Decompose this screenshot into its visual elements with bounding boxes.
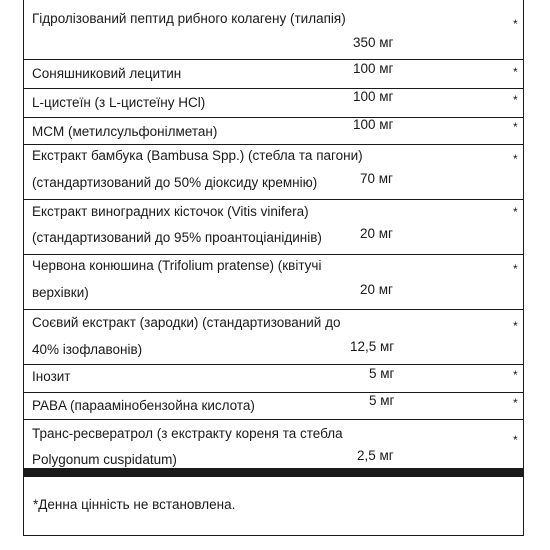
ingredient-name-continued: 40% ізофлавонів) [32,342,143,357]
daily-value-marker: * [513,17,518,31]
ingredient-name-continued: Polygonum cuspidatum) [32,452,177,467]
ingredient-name-continued: (стандартизований до 50% діоксиду кремнію) [32,175,318,190]
ingredient-amount: 100 мг [353,117,394,132]
daily-value-marker: * [513,93,518,107]
ingredient-name-continued: верхівки) [32,285,89,300]
section-divider [24,469,523,477]
daily-value-marker: * [513,433,518,447]
ingredient-name: Транс-ресвератрол (з екстракту кореня та стебла [32,426,343,441]
ingredient-row [24,0,523,60]
footnote: *Денна цінність не встановлена. [33,497,236,512]
ingredient-name: Соєвий екстракт (зародки) (стандартизований до [32,315,341,330]
daily-value-marker: * [513,152,518,166]
daily-value-marker: * [513,396,518,410]
ingredient-amount: 20 мг [360,282,393,297]
supplement-facts-panel [23,0,524,536]
ingredient-row [24,89,523,118]
ingredient-amount: 350 мг [353,35,394,50]
ingredient-row [24,310,523,365]
ingredient-row [24,118,523,145]
daily-value-marker: * [513,65,518,79]
ingredient-name: MCM (метилсульфонілметан) [32,124,218,139]
ingredient-row [24,60,523,89]
ingredient-name: Інозит [32,369,71,384]
ingredient-amount: 12,5 мг [350,339,395,354]
daily-value-marker: * [513,120,518,134]
ingredient-name: Гідролізований пептид рибного колагену (тилапія) [32,11,346,26]
ingredient-amount: 5 мг [369,366,395,381]
ingredient-amount: 20 мг [360,226,393,241]
ingredient-amount: 100 мг [353,89,394,104]
ingredient-row [24,145,523,200]
ingredient-name: Червона конюшина (Trifolium pratense) (квітучі [32,258,322,273]
ingredient-amount: 2,5 мг [357,448,394,463]
ingredient-amount: 70 мг [360,171,393,186]
ingredient-amount: 100 мг [353,61,394,76]
daily-value-marker: * [513,205,518,219]
ingredient-name: L-цистеїн (з L-цистеїну HCl) [32,95,206,110]
daily-value-marker: * [513,368,518,382]
ingredient-name: Екстракт виноградних кісточок (Vitis vinifera) [32,204,309,219]
ingredient-name: PABA (параамінобензойна кислота) [32,398,255,413]
ingredient-row [24,420,523,469]
ingredient-row [24,200,523,255]
ingredient-name: Соняшниковий лецитин [32,66,182,81]
ingredient-row [24,393,523,420]
daily-value-marker: * [513,319,518,333]
ingredient-row [24,255,523,310]
ingredient-row [24,365,523,393]
daily-value-marker: * [513,262,518,276]
ingredient-amount: 5 мг [369,393,395,408]
ingredient-name: Екстракт бамбука (Bambusa Spp.) (стебла та пагони) [32,148,363,163]
ingredient-name-continued: (стандартизований до 95% проантоціанідинів) [32,230,322,245]
